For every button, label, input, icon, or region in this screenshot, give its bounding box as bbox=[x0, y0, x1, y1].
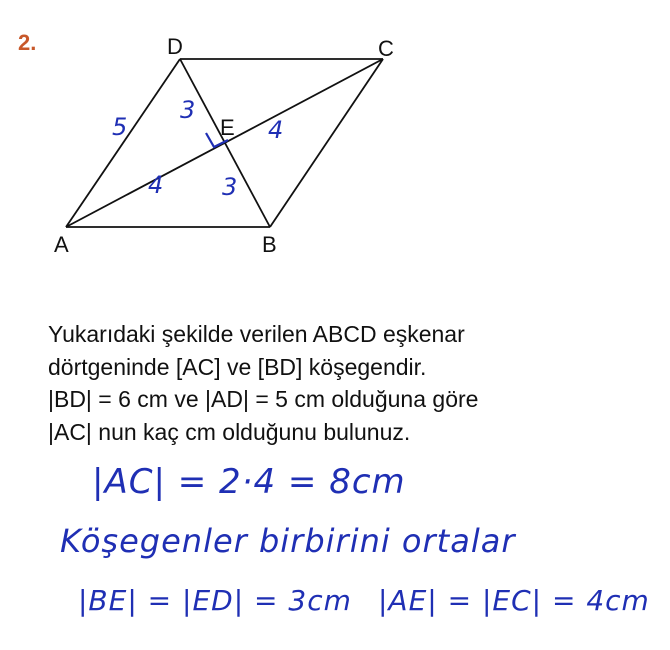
handwritten-label-ec: 4 bbox=[268, 116, 284, 144]
question-line: Yukarıdaki şekilde verilen ABCD eşkenar bbox=[48, 321, 465, 347]
rhombus-figure bbox=[0, 0, 670, 300]
handwritten-note: Köşegenler birbirini ortalar bbox=[60, 522, 516, 560]
question-text bbox=[48, 318, 648, 448]
vertex-label-e: E bbox=[220, 115, 235, 140]
handwritten-ae-ec: |AE| = |EC| = 4cm bbox=[378, 584, 650, 617]
question-line: dörtgeninde [AC] ve [BD] köşegendir. bbox=[48, 353, 427, 380]
handwritten-label-ad: 5 bbox=[112, 113, 128, 141]
side-da bbox=[66, 59, 180, 227]
question-line: |AC| nun kaç cm olduğunu bulunuz. bbox=[48, 418, 411, 445]
handwritten-label-de: 3 bbox=[180, 96, 196, 124]
side-bc bbox=[270, 59, 383, 227]
vertex-label-c: C bbox=[378, 36, 394, 61]
vertex-label-d: D bbox=[167, 34, 183, 59]
diagonal-bd bbox=[180, 59, 270, 227]
handwritten-be-ed: |BE| = |ED| = 3cm bbox=[78, 584, 352, 617]
question-line: |BD| = 6 cm ve |AD| = 5 cm olduğuna göre bbox=[48, 386, 479, 412]
handwritten-label-ae: 4 bbox=[148, 171, 164, 199]
vertex-label-b: B bbox=[262, 232, 277, 257]
vertex-label-a: A bbox=[54, 232, 69, 257]
question-number: 2. bbox=[18, 30, 37, 55]
handwritten-label-eb: 3 bbox=[222, 173, 238, 201]
handwritten-answer: |AC| = 2·4 = 8cm bbox=[92, 462, 406, 502]
